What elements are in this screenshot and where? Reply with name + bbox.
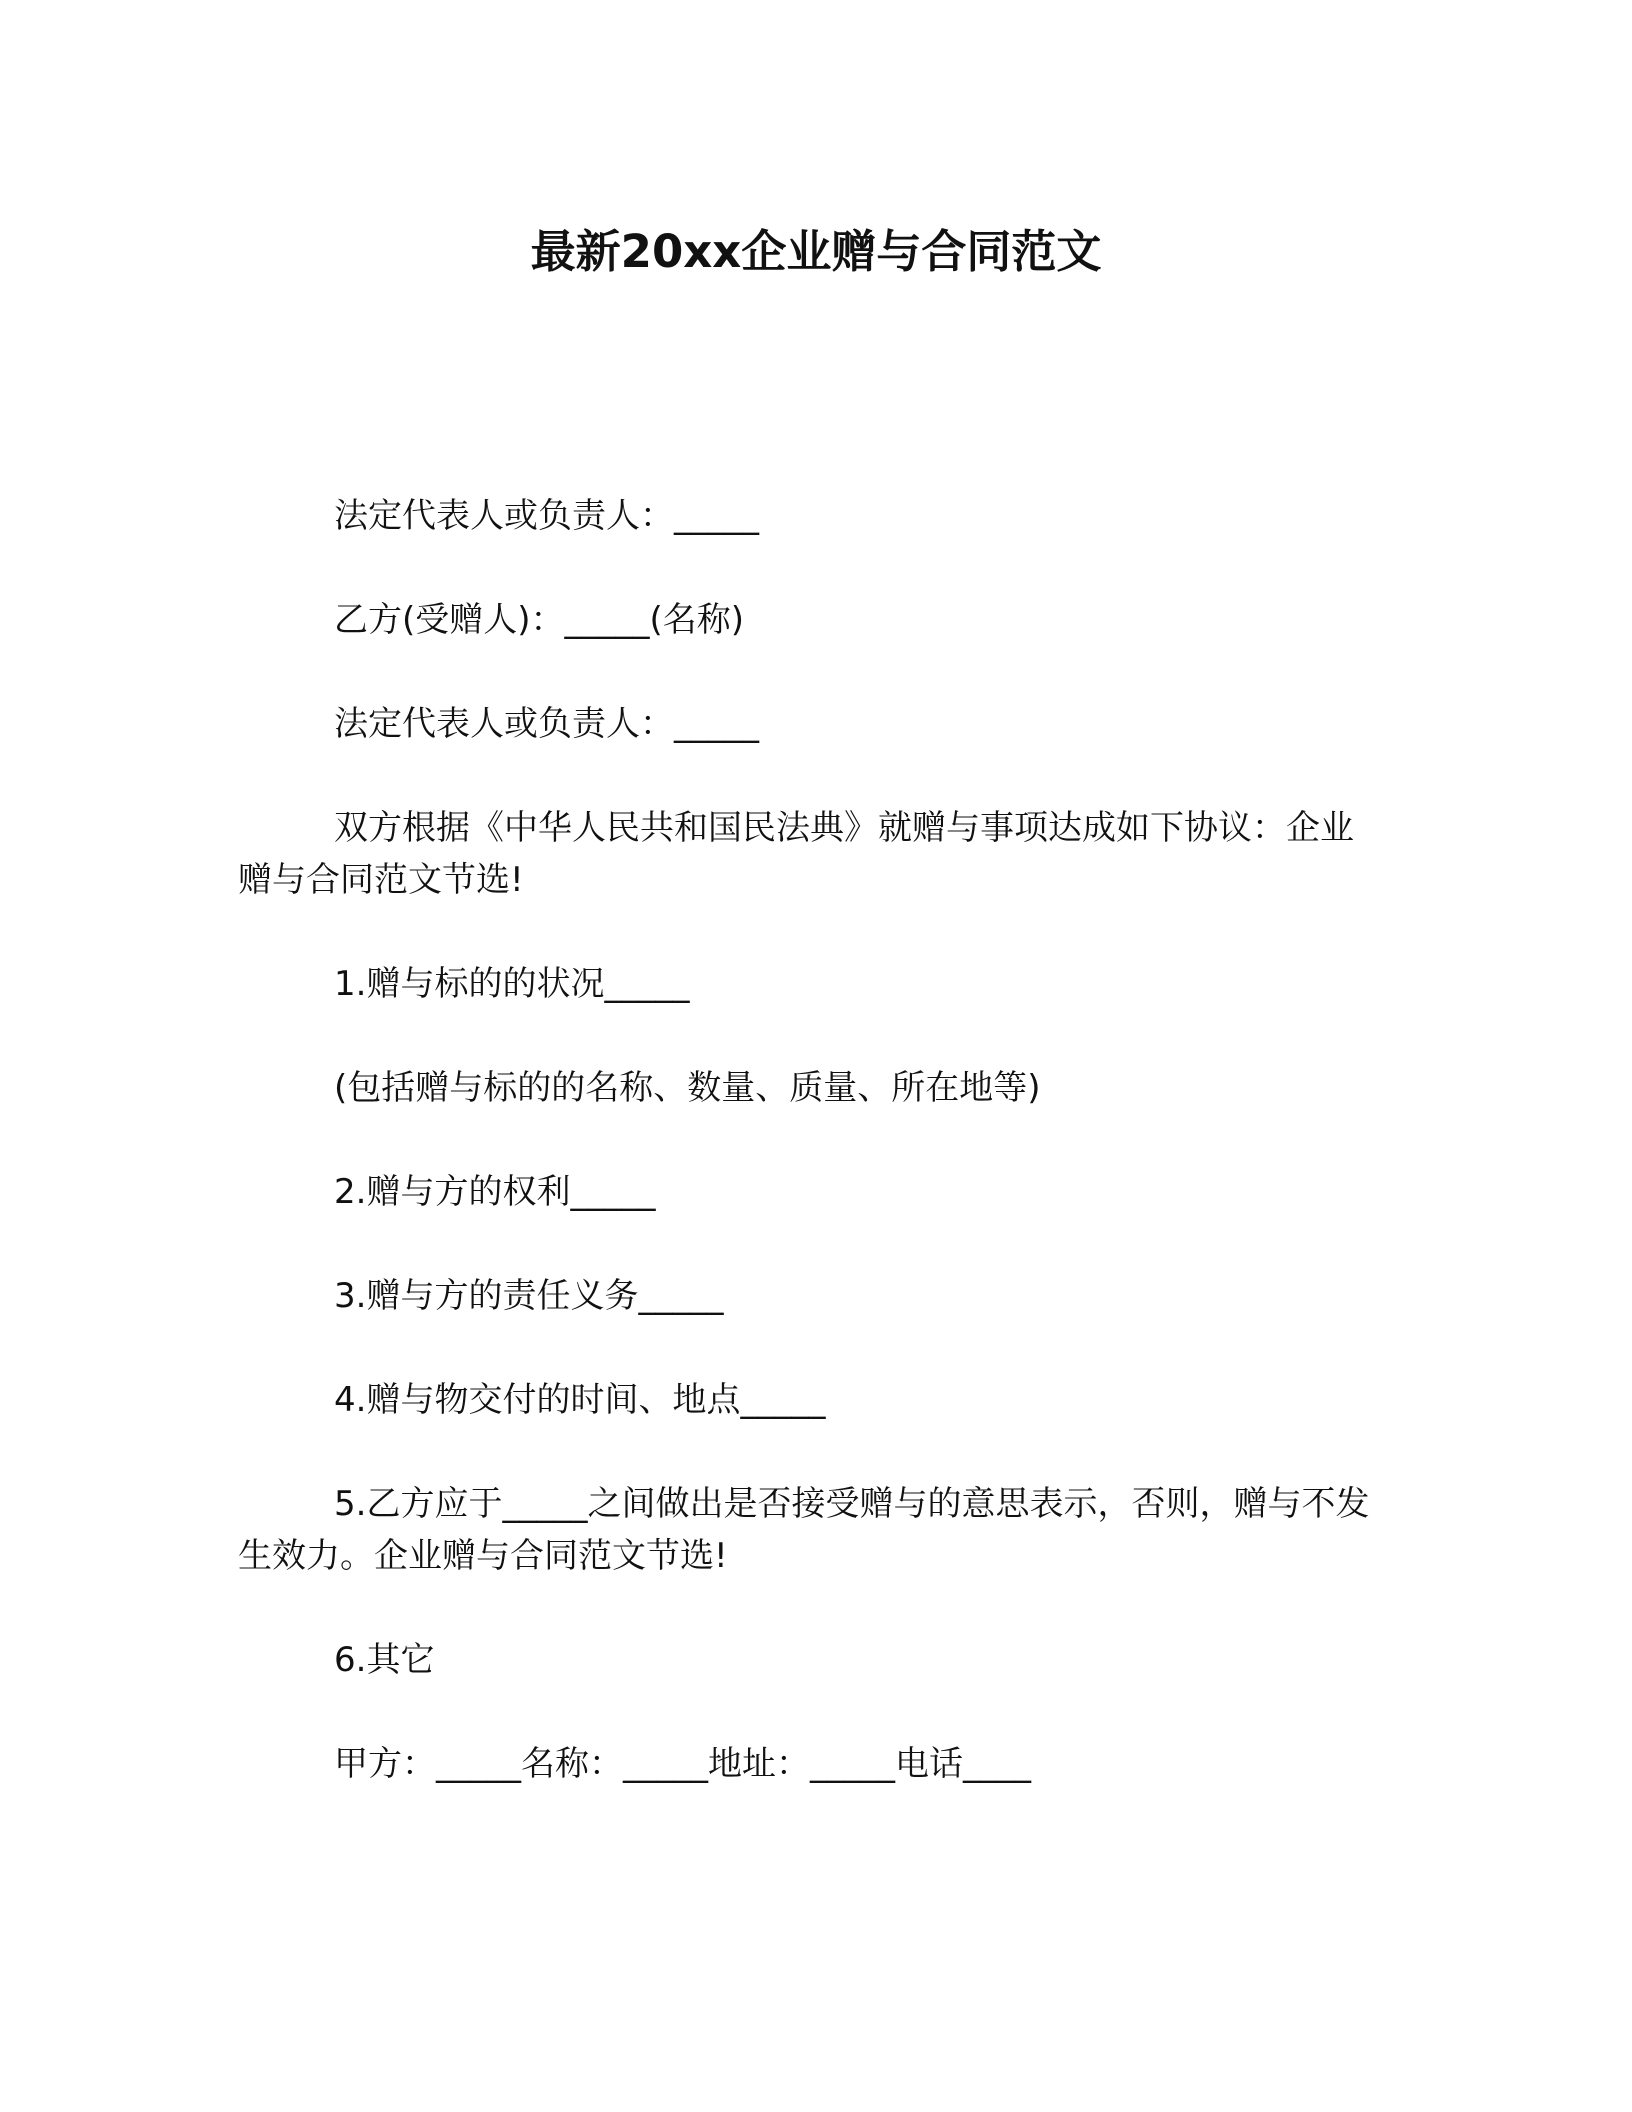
paragraph-party-a-contact: 甲方：_____名称：_____地址：_____电话____ (334, 1744, 1031, 1784)
paragraph-clause-4: 4.赠与物交付的时间、地点_____ (334, 1380, 826, 1420)
paragraph-legal-representative-2: 法定代表人或负责人：_____ (334, 704, 759, 744)
paragraph-clause-5: 5.乙方应于_____之间做出是否接受赠与的意思表示，否则，赠与不发生效力。企业赠与合同范文节选! (238, 1484, 1370, 1576)
paragraph-agreement-intro: 双方根据《中华人民共和国民法典》就赠与事项达成如下协议：企业赠与合同范文节选! (238, 808, 1354, 900)
paragraph-legal-representative-1: 法定代表人或负责人：_____ (334, 496, 759, 536)
paragraph-clause-2: 2.赠与方的权利_____ (334, 1172, 656, 1212)
paragraph-party-b: 乙方(受赠人)：_____(名称) (334, 600, 745, 640)
paragraph-clause-1: 1.赠与标的的状况_____ (334, 964, 690, 1004)
paragraph-clause-6: 6.其它 (334, 1640, 435, 1680)
document-body (238, 490, 1370, 1842)
document-title: 最新20xx企业赠与合同范文 (530, 225, 1102, 278)
paragraph-clause-1-note: (包括赠与标的的名称、数量、质量、所在地等) (334, 1068, 1041, 1108)
paragraph-clause-3: 3.赠与方的责任义务_____ (334, 1276, 724, 1316)
